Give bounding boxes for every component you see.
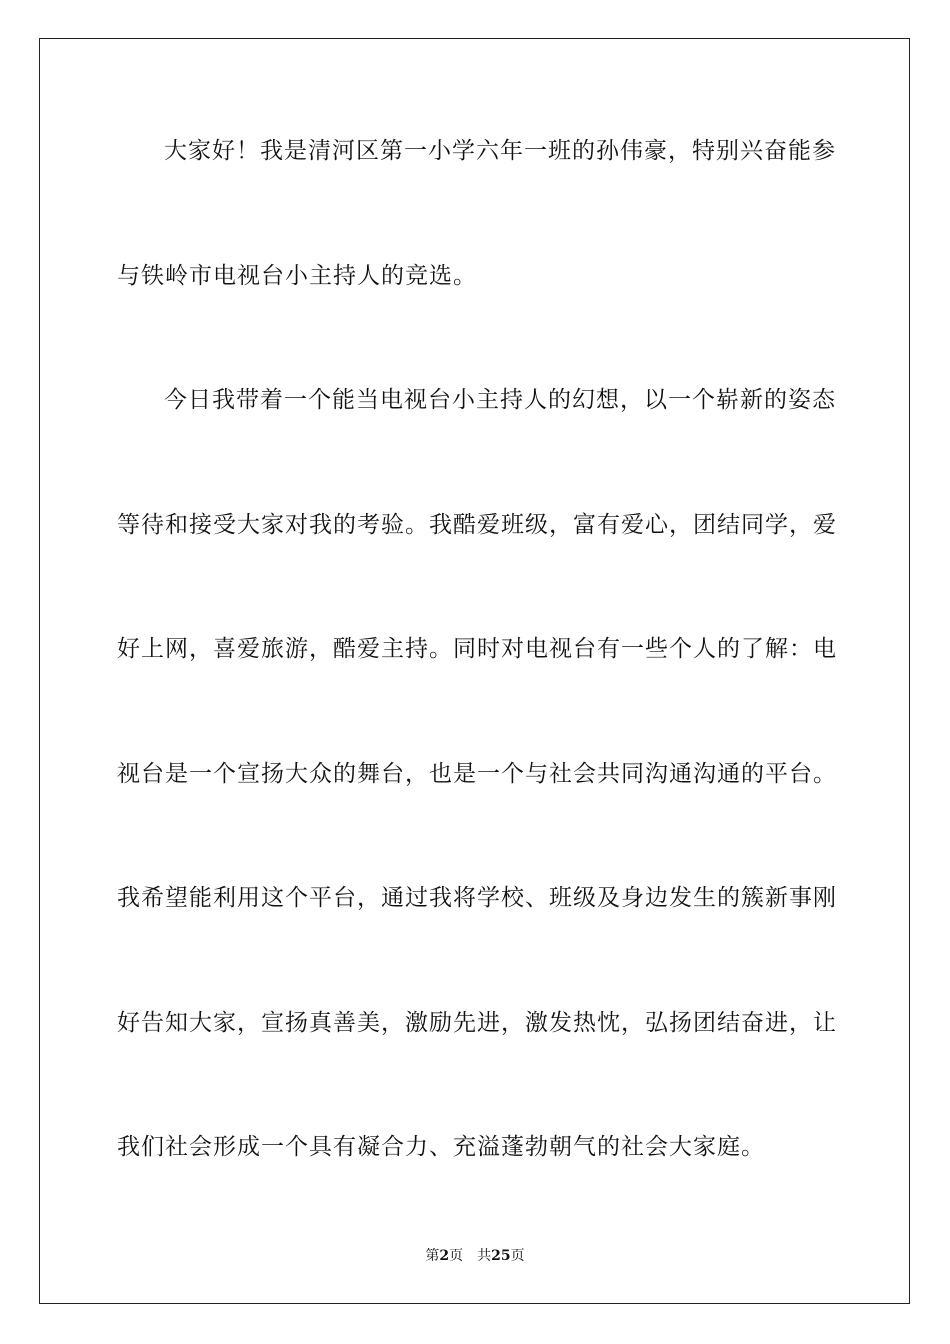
page-prefix: 第 <box>425 1248 440 1264</box>
paragraph-1-line-1: 大家好！我是清河区第一小学六年一班的孙伟豪，特别兴奋能参 <box>164 138 836 164</box>
paragraph-2-line-1: 今日我带着一个能当电视台小主持人的幻想，以一个崭新的姿态 <box>164 387 836 413</box>
total-prefix: 共 <box>477 1248 492 1264</box>
paragraph-2-line-4: 视台是一个宣扬大众的舞台，也是一个与社会共同沟通沟通的平台。 <box>117 761 837 787</box>
paragraph-1-line-2: 与铁岭市电视台小主持人的竞选。 <box>117 263 477 289</box>
page-border <box>39 38 910 1304</box>
paragraph-2-line-6: 好告知大家，宣扬真善美，激励先进，激发热忱，弘扬团结奋进，让 <box>117 1010 837 1036</box>
total-suffix: 页 <box>510 1248 525 1264</box>
paragraph-2-line-2: 等待和接受大家对我的考验。我酷爱班级，富有爱心，团结同学，爱 <box>117 512 837 538</box>
paragraph-2-line-3: 好上网，喜爱旅游，酷爱主持。同时对电视台有一些个人的了解：电 <box>117 636 837 662</box>
paragraph-2-line-7: 我们社会形成一个具有凝合力、充溢蓬勃朝气的社会大家庭。 <box>117 1134 765 1160</box>
paragraph-2-line-5: 我希望能利用这个平台，通过我将学校、班级及身边发生的簇新事刚 <box>117 885 837 911</box>
page-suffix: 页 <box>449 1248 464 1264</box>
page-current: 2 <box>439 1248 450 1264</box>
page-footer <box>0 1246 950 1266</box>
page-total: 25 <box>491 1248 511 1264</box>
